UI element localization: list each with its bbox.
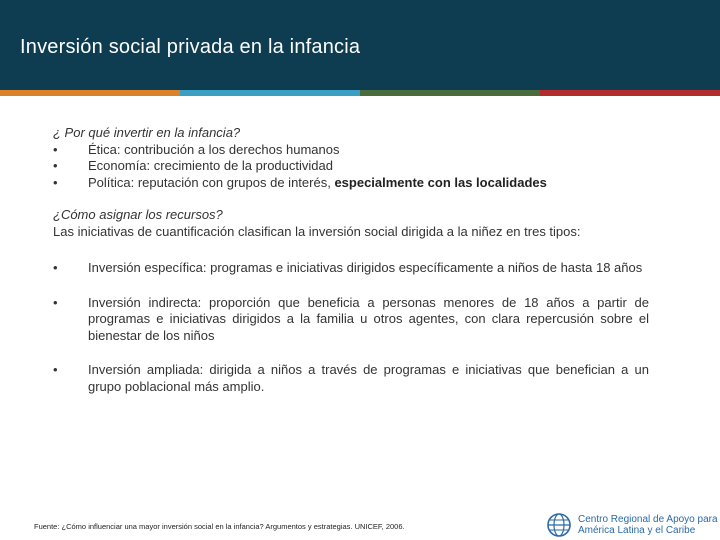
bullet: • (53, 260, 58, 275)
slide-title: Inversión social privada en la infancia (20, 36, 361, 58)
list-item-text: Inversión indirecta: proporción que beneficia a personas menores de 18 años a partir de programas e iniciativas dirigidos a la familia u otros agentes, con clara repercusión sobre el bienestar de los niños (88, 294, 649, 343)
list-item (53, 295, 649, 345)
bullet: • (53, 174, 58, 190)
logo-line-2: América Latina y el Caribe (578, 525, 696, 536)
list-item-text: Política: reputación con grupos de interés, (88, 174, 335, 190)
list-item (53, 260, 649, 277)
list-item (53, 142, 649, 159)
list-item-text: Inversión específica: programas e iniciativas dirigidos específicamente a niños de hasta 18 años (88, 260, 643, 275)
bullet: • (53, 141, 58, 157)
source-note: Fuente: ¿Cómo influenciar una mayor inversión social en la infancia? Argumentos y estrategias. UNICEF, 2006. (34, 522, 405, 531)
bullet: • (53, 158, 58, 173)
header-bar (0, 0, 720, 90)
organization-logo (546, 512, 718, 538)
logo-line-1: Centro Regional de Apoyo para (578, 514, 718, 525)
list-item-text-wrapper (88, 175, 649, 192)
question-how: ¿Cómo asignar los recursos? (53, 207, 223, 222)
list-item (53, 175, 649, 192)
bullet: • (53, 362, 58, 377)
globe-icon (546, 512, 572, 538)
list-item (53, 158, 649, 175)
list-item-text: Economía: crecimiento de la productividad (88, 158, 333, 173)
investment-types-list (53, 260, 649, 395)
slide-content (53, 125, 649, 413)
stripe-orange (0, 90, 180, 96)
bullet: • (53, 294, 58, 310)
list-item-text: Ética: contribución a los derechos humanos (88, 141, 340, 157)
stripe-green (360, 90, 540, 96)
list-item (53, 362, 649, 395)
stripe-blue (180, 90, 360, 96)
question-why: ¿ Por qué invertir en la infancia? (53, 125, 241, 140)
intro-text: Las iniciativas de cuantificación clasifican la inversión social dirigida a la niñez en tres tipos: (53, 223, 581, 239)
logo-text (578, 514, 718, 536)
emphasis-text: especialmente con las localidades (334, 174, 547, 190)
list-item-text: Inversión ampliada: dirigida a niños a través de programas e iniciativas que benefician a un grupo poblacional más amplio. (88, 362, 649, 394)
color-stripe (0, 90, 720, 96)
stripe-red (540, 90, 720, 96)
